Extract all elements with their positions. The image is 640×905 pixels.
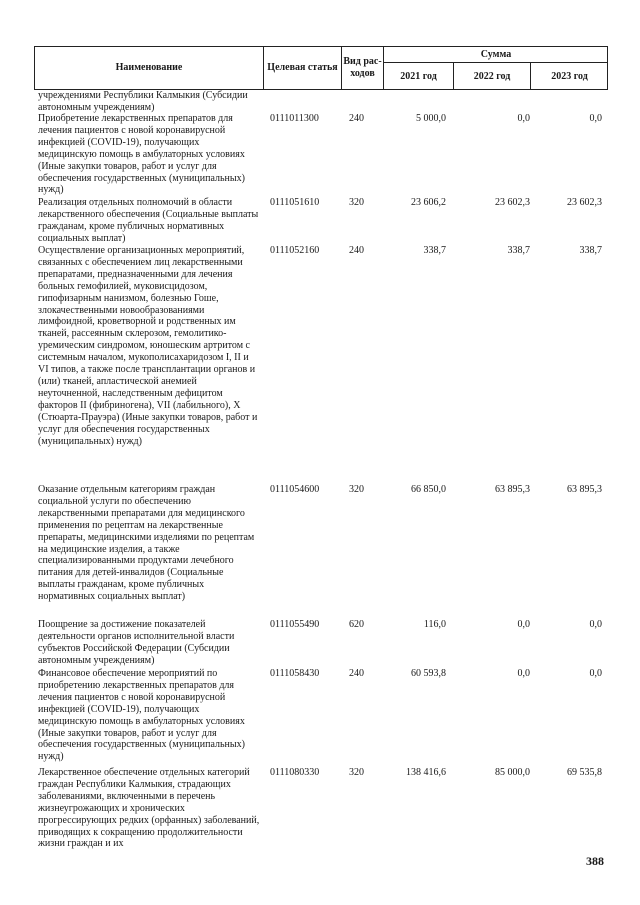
header-year-2022-text: 2022 год bbox=[473, 71, 511, 82]
row-kind: 320 bbox=[349, 767, 364, 778]
row-kind: 240 bbox=[349, 245, 364, 256]
row-code: 0111052160 bbox=[270, 245, 320, 256]
row-2023: 0,0 bbox=[589, 619, 602, 630]
row-code: 0111058430 bbox=[270, 668, 320, 679]
row-name: Лекарственное обеспечение отдельных категорий граждан Республики Калмыкия, страдающих заболеваниями, включенными в перечень жизнеугрожающих и хронических прогрессирующих редких (орфанных) заболеваний, приводящих к сокращению продолжительности жизни граждан и их bbox=[38, 767, 260, 850]
row-name: учреждениями Республики Калмыкия (Субсидии автономным учреждениям) bbox=[38, 90, 248, 113]
row-2022: 63 895,3 bbox=[495, 484, 530, 495]
header-name-text: Наименование bbox=[115, 62, 183, 73]
header-year-2023-text: 2023 год bbox=[551, 71, 588, 82]
row-2021: 23 606,2 bbox=[411, 197, 446, 208]
row-2022: 338,7 bbox=[507, 245, 530, 256]
row-2022: 0,0 bbox=[517, 113, 530, 124]
header-kind-text: Вид рас-ходов bbox=[343, 56, 382, 79]
row-2022: 23 602,3 bbox=[495, 197, 530, 208]
row-name: Приобретение лекарственных препаратов для лечения пациентов с новой коронавирусной инфекцией (COVID-19), получающих медицинскую помощь в амбулаторных условиях (Иные закупки товаров, работ и услуг для обеспечения государственных (муниципальных) нужд) bbox=[38, 113, 245, 196]
row-code: 0111054600 bbox=[270, 484, 320, 495]
table-header bbox=[34, 46, 608, 90]
header-kind bbox=[342, 47, 384, 89]
row-2023: 338,7 bbox=[579, 245, 602, 256]
header-target-text: Целевая статья bbox=[267, 62, 338, 73]
row-2023: 63 895,3 bbox=[567, 484, 602, 495]
row-name: Осуществление организационных мероприятий, связанных с обеспечением лиц лекарственными препаратами, предназначенными для лечения больных гемофилией, муковисцидозом, гипофизарным нанизмом, болезнью Гоше, злокачественными новообразованиями лимфоидной, кроветворной и родственных им тканей, рассеянным склерозом, гемолитико-уремическим синдромом, юношеским артритом с системным началом, мукополисахаридозом I, II и VI типов, а также после трансплантации органов и (или) тканей, апластической анемией неуточненной, наследственным дефицитом факторов II (фибриногена), VII (лабильного), X (Стюарта-Прауэра) (Иные закупки товаров, работ и услуг для обеспечения государственных (муниципальных) нужд) bbox=[38, 245, 258, 447]
row-name: Финансовое обеспечение мероприятий по приобретению лекарственных препаратов для лечения пациентов с новой коронавирусной инфекцией (COVID-19), получающих медицинскую помощь в амбулаторных условиях (Иные закупки товаров, работ и услуг для обеспечения государственных (муниципальных) нужд) bbox=[38, 668, 245, 763]
row-2022: 0,0 bbox=[517, 668, 530, 679]
row-code: 0111080330 bbox=[270, 767, 320, 778]
row-2021: 5 000,0 bbox=[416, 113, 446, 124]
row-2021: 116,0 bbox=[423, 619, 446, 630]
row-kind: 620 bbox=[349, 619, 364, 630]
header-year-2021-text: 2021 год bbox=[400, 71, 437, 82]
row-kind: 320 bbox=[349, 197, 364, 208]
row-code: 0111011300 bbox=[270, 113, 319, 124]
row-2023: 0,0 bbox=[589, 113, 602, 124]
row-2023: 0,0 bbox=[589, 668, 602, 679]
row-2021: 60 593,8 bbox=[411, 668, 446, 679]
header-year-2023 bbox=[531, 63, 608, 90]
header-sum bbox=[384, 47, 608, 63]
header-target bbox=[264, 47, 342, 89]
row-name: Реализация отдельных полномочий в области лекарственного обеспечения (Социальные выплаты гражданам, кроме публичных нормативных социальных выплат) bbox=[38, 197, 259, 244]
row-kind: 240 bbox=[349, 113, 364, 124]
row-code: 0111055490 bbox=[270, 619, 320, 630]
row-2023: 23 602,3 bbox=[567, 197, 602, 208]
row-2021: 338,7 bbox=[423, 245, 446, 256]
row-kind: 320 bbox=[349, 484, 364, 495]
header-sum-text: Сумма bbox=[480, 49, 512, 60]
row-2023: 69 535,8 bbox=[567, 767, 602, 778]
row-kind: 240 bbox=[349, 668, 364, 679]
header-name bbox=[35, 47, 264, 89]
row-2021: 138 416,6 bbox=[406, 767, 446, 778]
row-2022: 85 000,0 bbox=[495, 767, 530, 778]
row-code: 0111051610 bbox=[270, 197, 320, 208]
header-year-2022 bbox=[454, 63, 531, 90]
row-name: Поощрение за достижение показателей деятельности органов исполнительной власти субъектов Российской Федерации (Субсидии автономным учреждениям) bbox=[38, 619, 235, 666]
header-year-2021 bbox=[384, 63, 454, 90]
row-2021: 66 850,0 bbox=[411, 484, 446, 495]
row-name: Оказание отдельным категориям граждан социальной услуги по обеспечению лекарственными препаратами для медицинского применения по рецептам на лекарственные препараты, медицинскими изделиями по рецептам на медицинские изделия, а также специализированными продуктами лечебного питания для детей-инвалидов (Социальные выплаты гражданам, кроме публичных нормативных социальных выплат) bbox=[38, 484, 255, 603]
row-2022: 0,0 bbox=[517, 619, 530, 630]
page-number: 388 bbox=[586, 854, 604, 868]
